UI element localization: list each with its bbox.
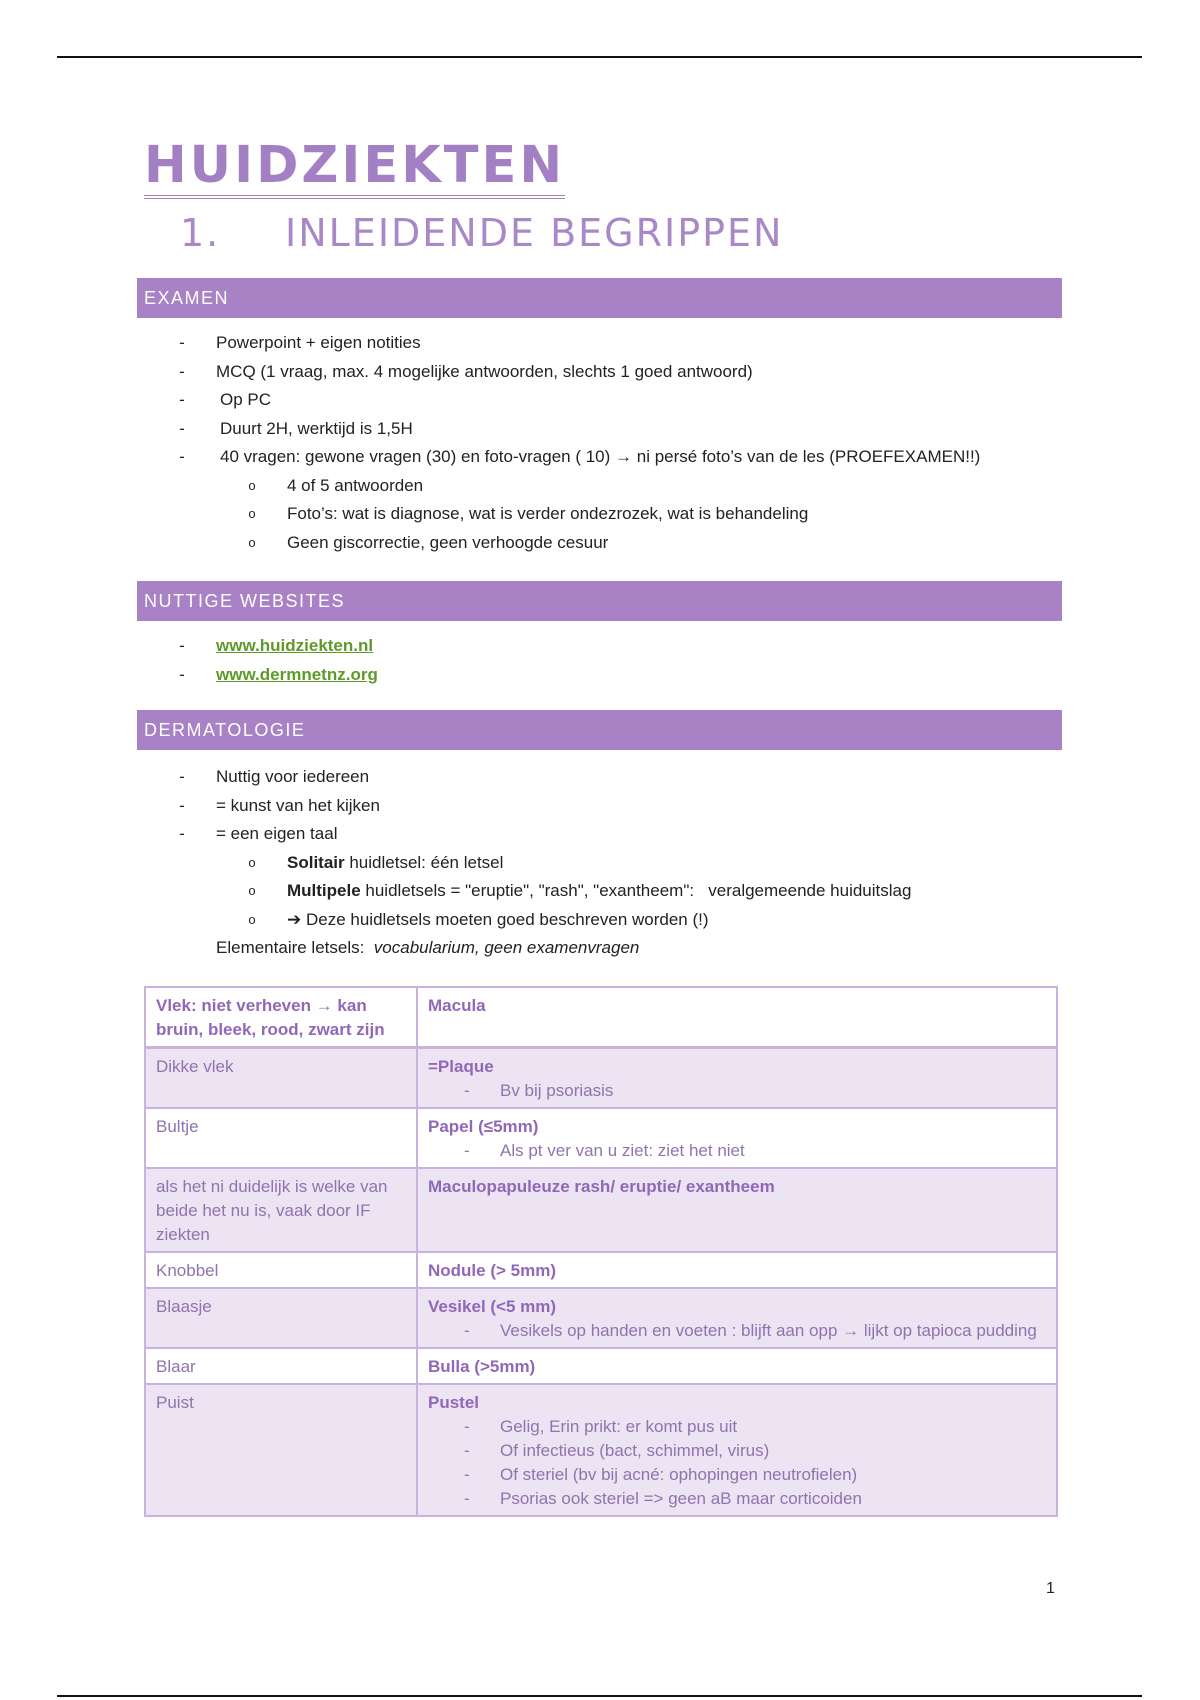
circle-bullet: o (248, 883, 256, 898)
sub-list-item: o Geen giscorrectie, geen verhoogde cesuur (175, 529, 980, 558)
list-item: - = een eigen taal (175, 820, 911, 849)
dash-bullet: - (179, 767, 185, 786)
list-item: - Powerpoint + eigen notities (175, 329, 980, 358)
dash-bullet: - (179, 636, 185, 655)
table-cell-term: Vesikel (<5 mm) - Vesikels op handen en voeten : blijft aan opp → lijkt op tapioca pudding (417, 1288, 1057, 1348)
page-number: 1 (1046, 1580, 1055, 1597)
table-row (145, 1348, 1057, 1384)
chapter-heading (180, 211, 784, 255)
dermatologie-list (175, 763, 911, 963)
chapter-number: 1. (180, 211, 221, 255)
sub-list-item: o Multipele huidletsels = "eruptie", "rash", "exantheem": veralgemeende huiduitslag (175, 877, 911, 906)
circle-bullet: o (248, 854, 256, 870)
dash-bullet: - (179, 824, 185, 843)
sub-list-item: o Foto’s: wat is diagnose, wat is verder ondezrozek, wat is behandeling (175, 500, 980, 529)
table-row (145, 1252, 1057, 1288)
circle-bullet: o (248, 534, 256, 550)
sub-list-item: o 4 of 5 antwoorden (175, 472, 980, 501)
table-row (145, 1288, 1057, 1348)
chapter-title: INLEIDENDE BEGRIPPEN (285, 211, 784, 255)
circle-bullet: o (248, 506, 256, 521)
table-cell-description: Bultje (145, 1108, 417, 1168)
dash-bullet: - (179, 361, 185, 381)
table-row (145, 987, 1057, 1048)
list-item (175, 632, 378, 661)
list-item: - Of steriel (bv bij acné: ophopingen neutrofielen) (464, 1465, 858, 1484)
dash-bullet: - (179, 390, 185, 409)
list-item: - Bv bij psoriasis (464, 1081, 614, 1100)
table-cell-term: Macula (417, 987, 1057, 1048)
table-cell-term: Pustel - Gelig, Erin prikt: er komt pus uit - Of infectieus (bact, schimmel, virus) - Of steriel (bv bij acné: ophopingen neutrofielen) - Psorias ook steriel => geen aB maar corticoiden (417, 1384, 1057, 1516)
list-item: - Als pt ver van u ziet: ziet het niet (464, 1141, 745, 1160)
table-cell-description: Blaar (145, 1348, 417, 1384)
table-cell-description: Blaasje (145, 1288, 417, 1348)
page-bottom-rule (57, 1695, 1142, 1697)
table-cell-description: Puist (145, 1384, 417, 1516)
list-item: - MCQ (1 vraag, max. 4 mogelijke antwoorden, slechts 1 goed antwoord) (175, 358, 980, 387)
list-item: - Nuttig voor iedereen (175, 763, 911, 792)
dash-bullet: - (179, 418, 185, 438)
circle-bullet: o (248, 477, 256, 493)
examen-list (175, 329, 980, 557)
table-cell-description: als het ni duidelijk is welke van beide het nu is, vaak door IF ziekten (145, 1168, 417, 1252)
list-item (175, 661, 378, 690)
term-notes (428, 1139, 1046, 1163)
table-cell-term: Maculopapuleuze rash/ eruptie/ exantheem (417, 1168, 1057, 1252)
term-notes (428, 1415, 1046, 1511)
circle-bullet: o (248, 911, 256, 927)
sub-list-item: o ➔ Deze huidletsels moeten goed beschreven worden (!) (175, 906, 911, 935)
table-cell-term: Papel (≤5mm) - Als pt ver van u ziet: ziet het niet (417, 1108, 1057, 1168)
section-heading-websites: NUTTIGE WEBSITES (137, 581, 1062, 621)
list-item: - Duurt 2H, werktijd is 1,5H (175, 415, 980, 444)
link-huidziekten[interactable]: www.huidziekten.nl (216, 636, 374, 655)
list-item: - Psorias ook steriel => geen aB maar corticoiden (464, 1489, 862, 1508)
table-cell-description: Vlek: niet verheven → kan bruin, bleek, rood, zwart zijn (145, 987, 417, 1048)
lesions-table (144, 986, 1058, 1517)
document-title: HUIDZIEKTEN (144, 140, 565, 199)
note-line: Elementaire letsels: vocabularium, geen examenvragen (216, 938, 640, 957)
table-row (145, 1048, 1057, 1109)
list-item: - 40 vragen: gewone vragen (30) en foto-vragen ( 10) → ni persé foto’s van de les (PROEFEXAMEN!!) (175, 443, 980, 472)
link-dermnetnz[interactable]: www.dermnetnz.org (216, 664, 378, 684)
list-item: - Vesikels op handen en voeten : blijft aan opp → lijkt op tapioca pudding (464, 1321, 1037, 1340)
list-item: - Of infectieus (bact, schimmel, virus) (464, 1441, 770, 1460)
dash-bullet: - (179, 333, 185, 352)
term-notes (428, 1319, 1046, 1343)
list-item: - Op PC (175, 386, 980, 415)
term-notes (428, 1079, 1046, 1103)
table-row (145, 1108, 1057, 1168)
list-item: - Gelig, Erin prikt: er komt pus uit (464, 1417, 738, 1436)
list-item: - = kunst van het kijken (175, 792, 911, 821)
section-heading-dermatologie: DERMATOLOGIE (137, 710, 1062, 750)
dash-bullet: - (179, 795, 185, 815)
table-row (145, 1168, 1057, 1252)
section-heading-examen: EXAMEN (137, 278, 1062, 318)
sub-list-item: o Solitair huidletsel: één letsel (175, 849, 911, 878)
table-row (145, 1384, 1057, 1516)
table-cell-description: Dikke vlek (145, 1048, 417, 1109)
table-cell-term: Bulla (>5mm) (417, 1348, 1057, 1384)
dash-bullet: - (179, 447, 185, 466)
dash-bullet: - (179, 664, 185, 684)
table-cell-term: Nodule (> 5mm) (417, 1252, 1057, 1288)
table-cell-description: Knobbel (145, 1252, 417, 1288)
table-cell-term: =Plaque - Bv bij psoriasis (417, 1048, 1057, 1109)
websites-list (175, 632, 378, 689)
